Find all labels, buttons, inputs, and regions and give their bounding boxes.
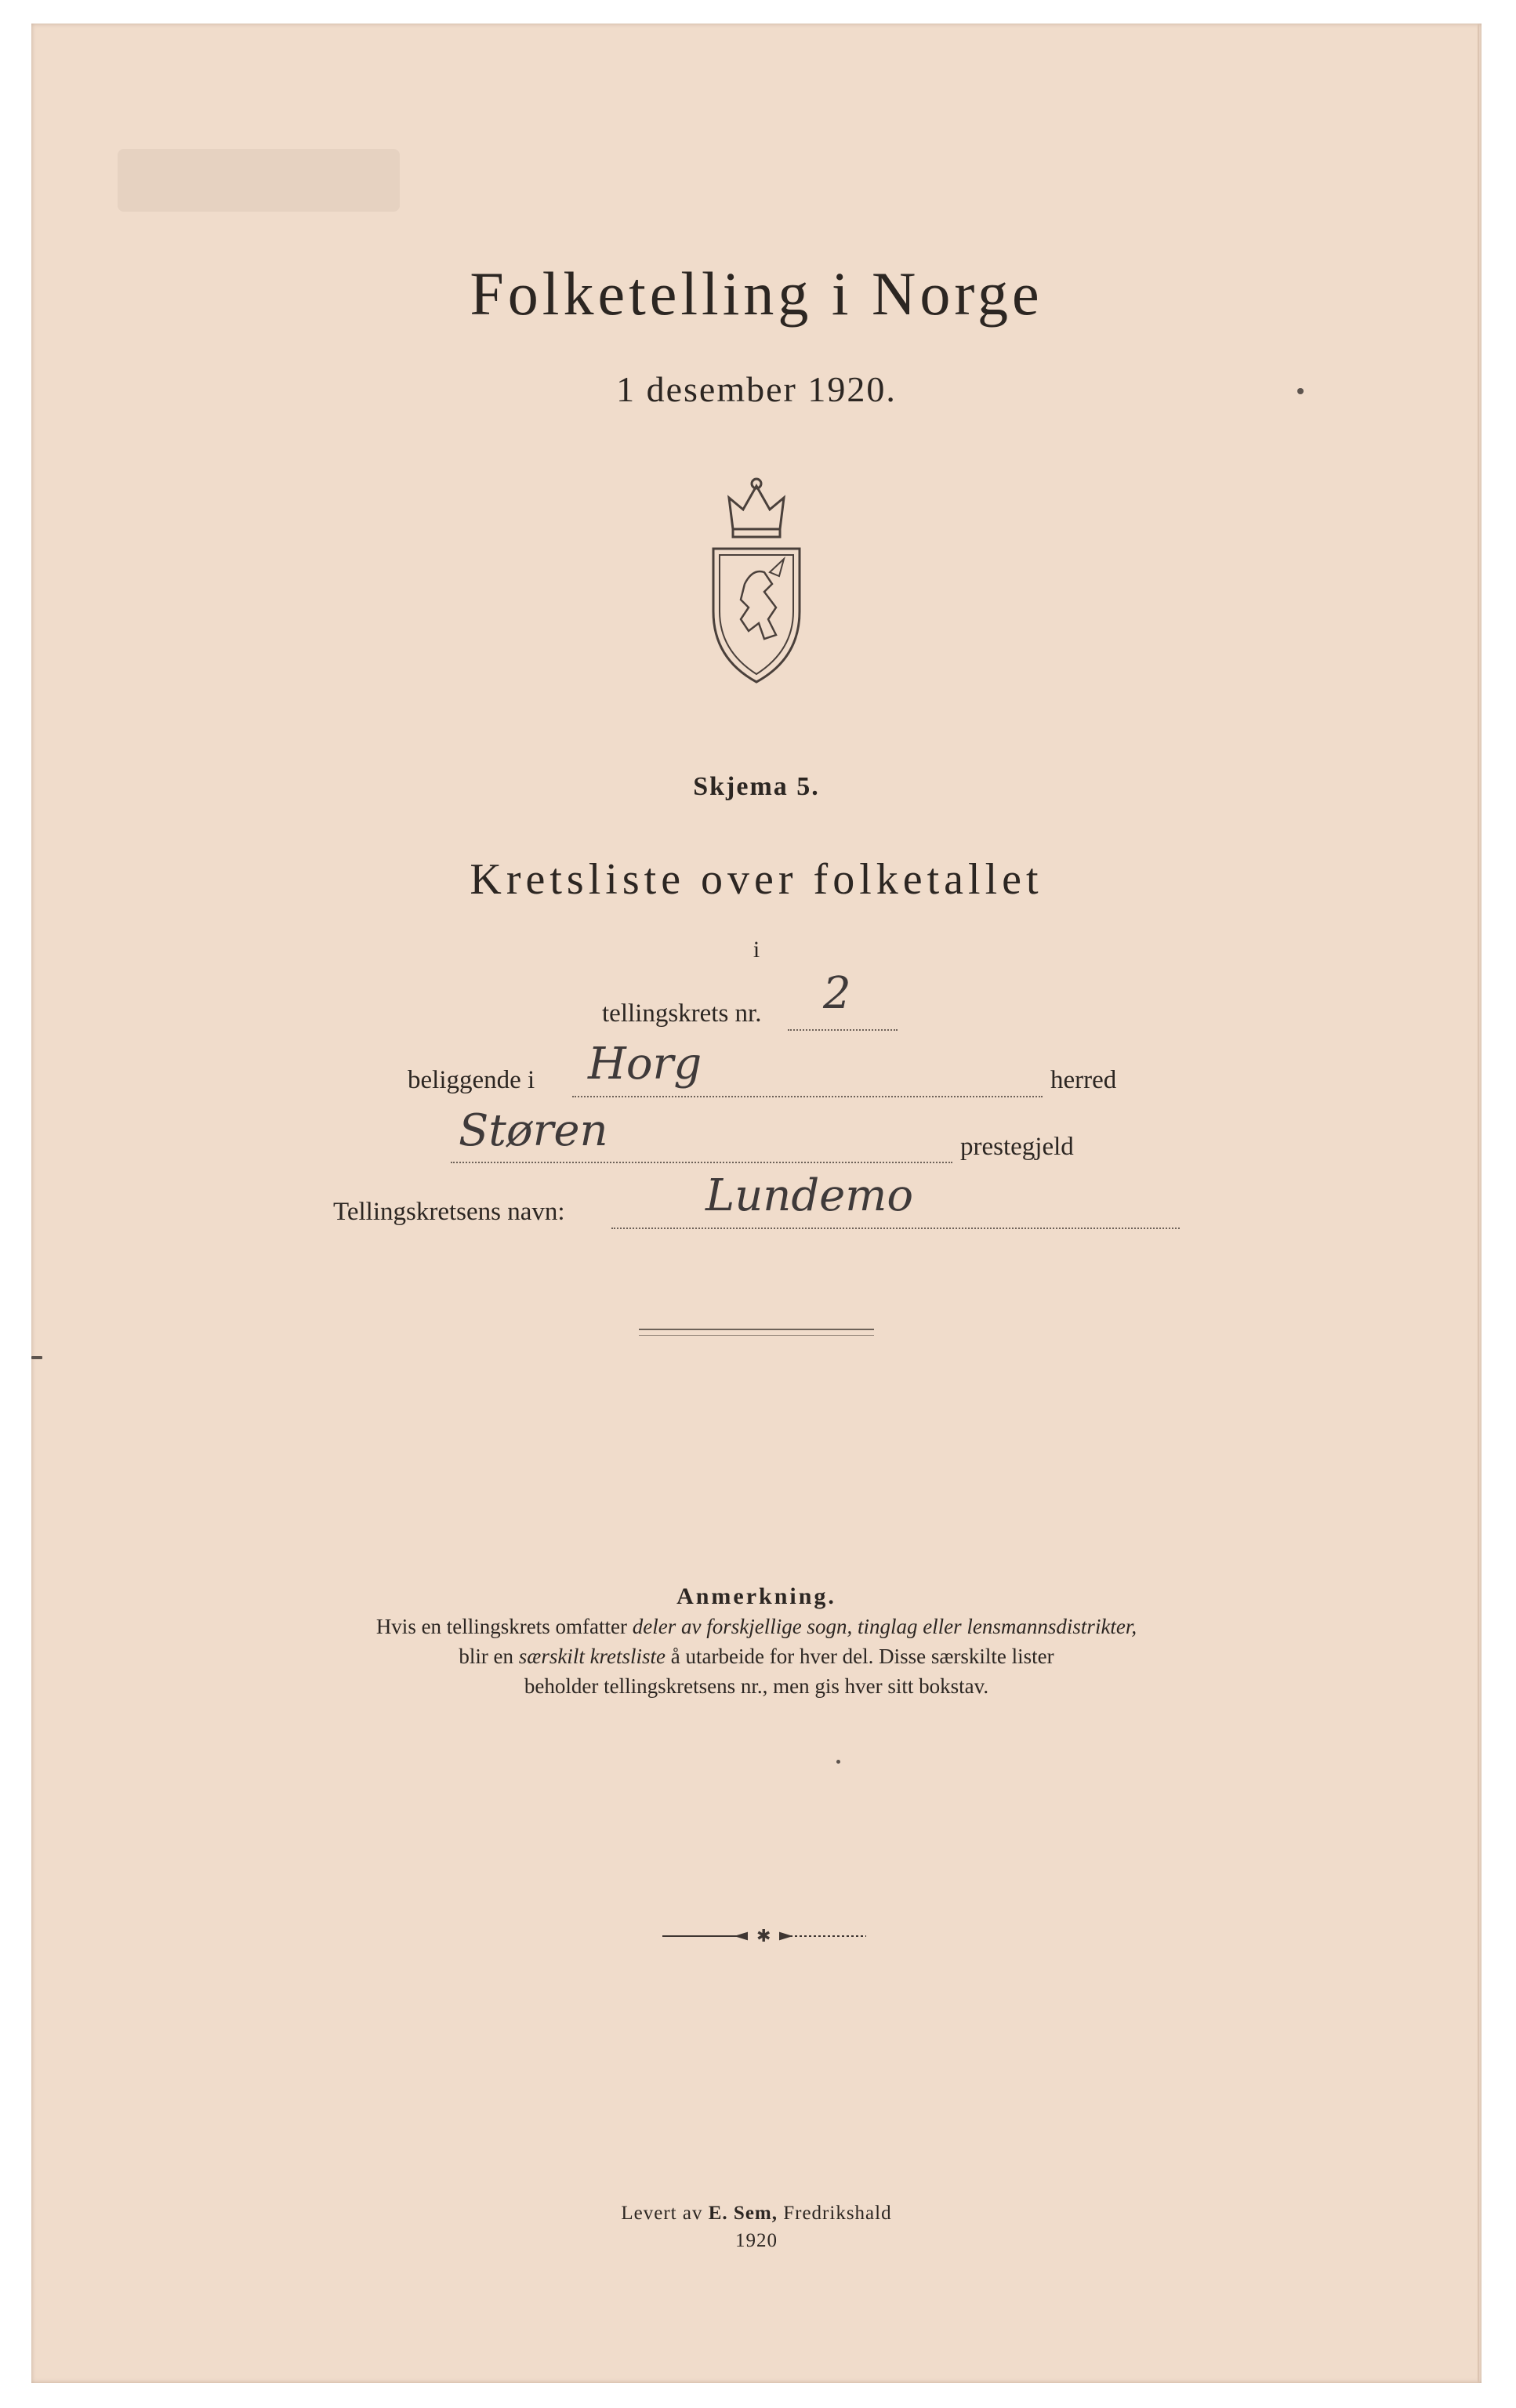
- remark-line-1-italic: deler av forskjellige sogn, tinglag eller lensmannsdistrikter,: [632, 1615, 1137, 1638]
- beliggende-dotted-line: [572, 1096, 1043, 1097]
- herred-label: herred: [1050, 1066, 1117, 1094]
- beliggende-label: beliggende i: [408, 1066, 535, 1094]
- remark-line-2: [31, 1645, 1482, 1669]
- beliggende-value: Horg: [588, 1039, 702, 1090]
- svg-text:✱: ✱: [756, 1928, 771, 1944]
- printer-name: E. Sem,: [708, 2203, 778, 2224]
- krets-value: 2: [823, 968, 851, 1019]
- census-form-page: [31, 24, 1482, 2383]
- ink-speck: [1297, 388, 1304, 394]
- printer-credit: [31, 2203, 1482, 2225]
- remark-line-2-plain-a: blir en: [459, 1645, 519, 1668]
- ink-speck: [836, 1760, 840, 1764]
- remark-line-1: [31, 1615, 1482, 1639]
- prestegjeld-label: prestegjeld: [960, 1133, 1074, 1161]
- divider-rule: [639, 1329, 874, 1336]
- document-title: Folketelling i Norge: [470, 259, 1043, 328]
- printer-year: 1920: [735, 2230, 778, 2251]
- remark-line-1-plain: Hvis en tellingskrets omfatter: [375, 1615, 633, 1638]
- page-mark: [31, 1356, 42, 1359]
- prestegjeld-value: Støren: [459, 1105, 608, 1156]
- navn-value: Lundemo: [705, 1170, 914, 1221]
- in-word: i: [753, 937, 760, 963]
- norwegian-coat-of-arms-icon: [698, 474, 815, 690]
- remark-line-3: beholder tellingskretsens nr., men gis hver sitt bokstav.: [524, 1674, 989, 1698]
- schema-number: Skjema 5.: [693, 772, 820, 801]
- document-date: 1 desember 1920.: [616, 369, 897, 409]
- printer-place: Fredrikshald: [777, 2203, 892, 2224]
- bleed-through-shadow: [118, 149, 400, 212]
- krets-dotted-line: [788, 1029, 898, 1031]
- prestegjeld-dotted-line: [451, 1162, 952, 1163]
- krets-label: tellingskrets nr.: [602, 999, 762, 1028]
- navn-dotted-line: [611, 1228, 1180, 1229]
- remark-line-2-italic: særskilt kretsliste: [518, 1645, 666, 1668]
- remark-line-2-plain-b: å utarbeide for hver del. Disse særskilte lister: [666, 1645, 1054, 1668]
- remark-title: Anmerkning.: [676, 1583, 836, 1609]
- printer-prefix: Levert av: [621, 2203, 709, 2224]
- navn-label: Tellingskretsens navn:: [333, 1198, 565, 1226]
- ornament-divider-icon: [662, 1928, 866, 1944]
- form-heading: Kretsliste over folketallet: [470, 855, 1043, 904]
